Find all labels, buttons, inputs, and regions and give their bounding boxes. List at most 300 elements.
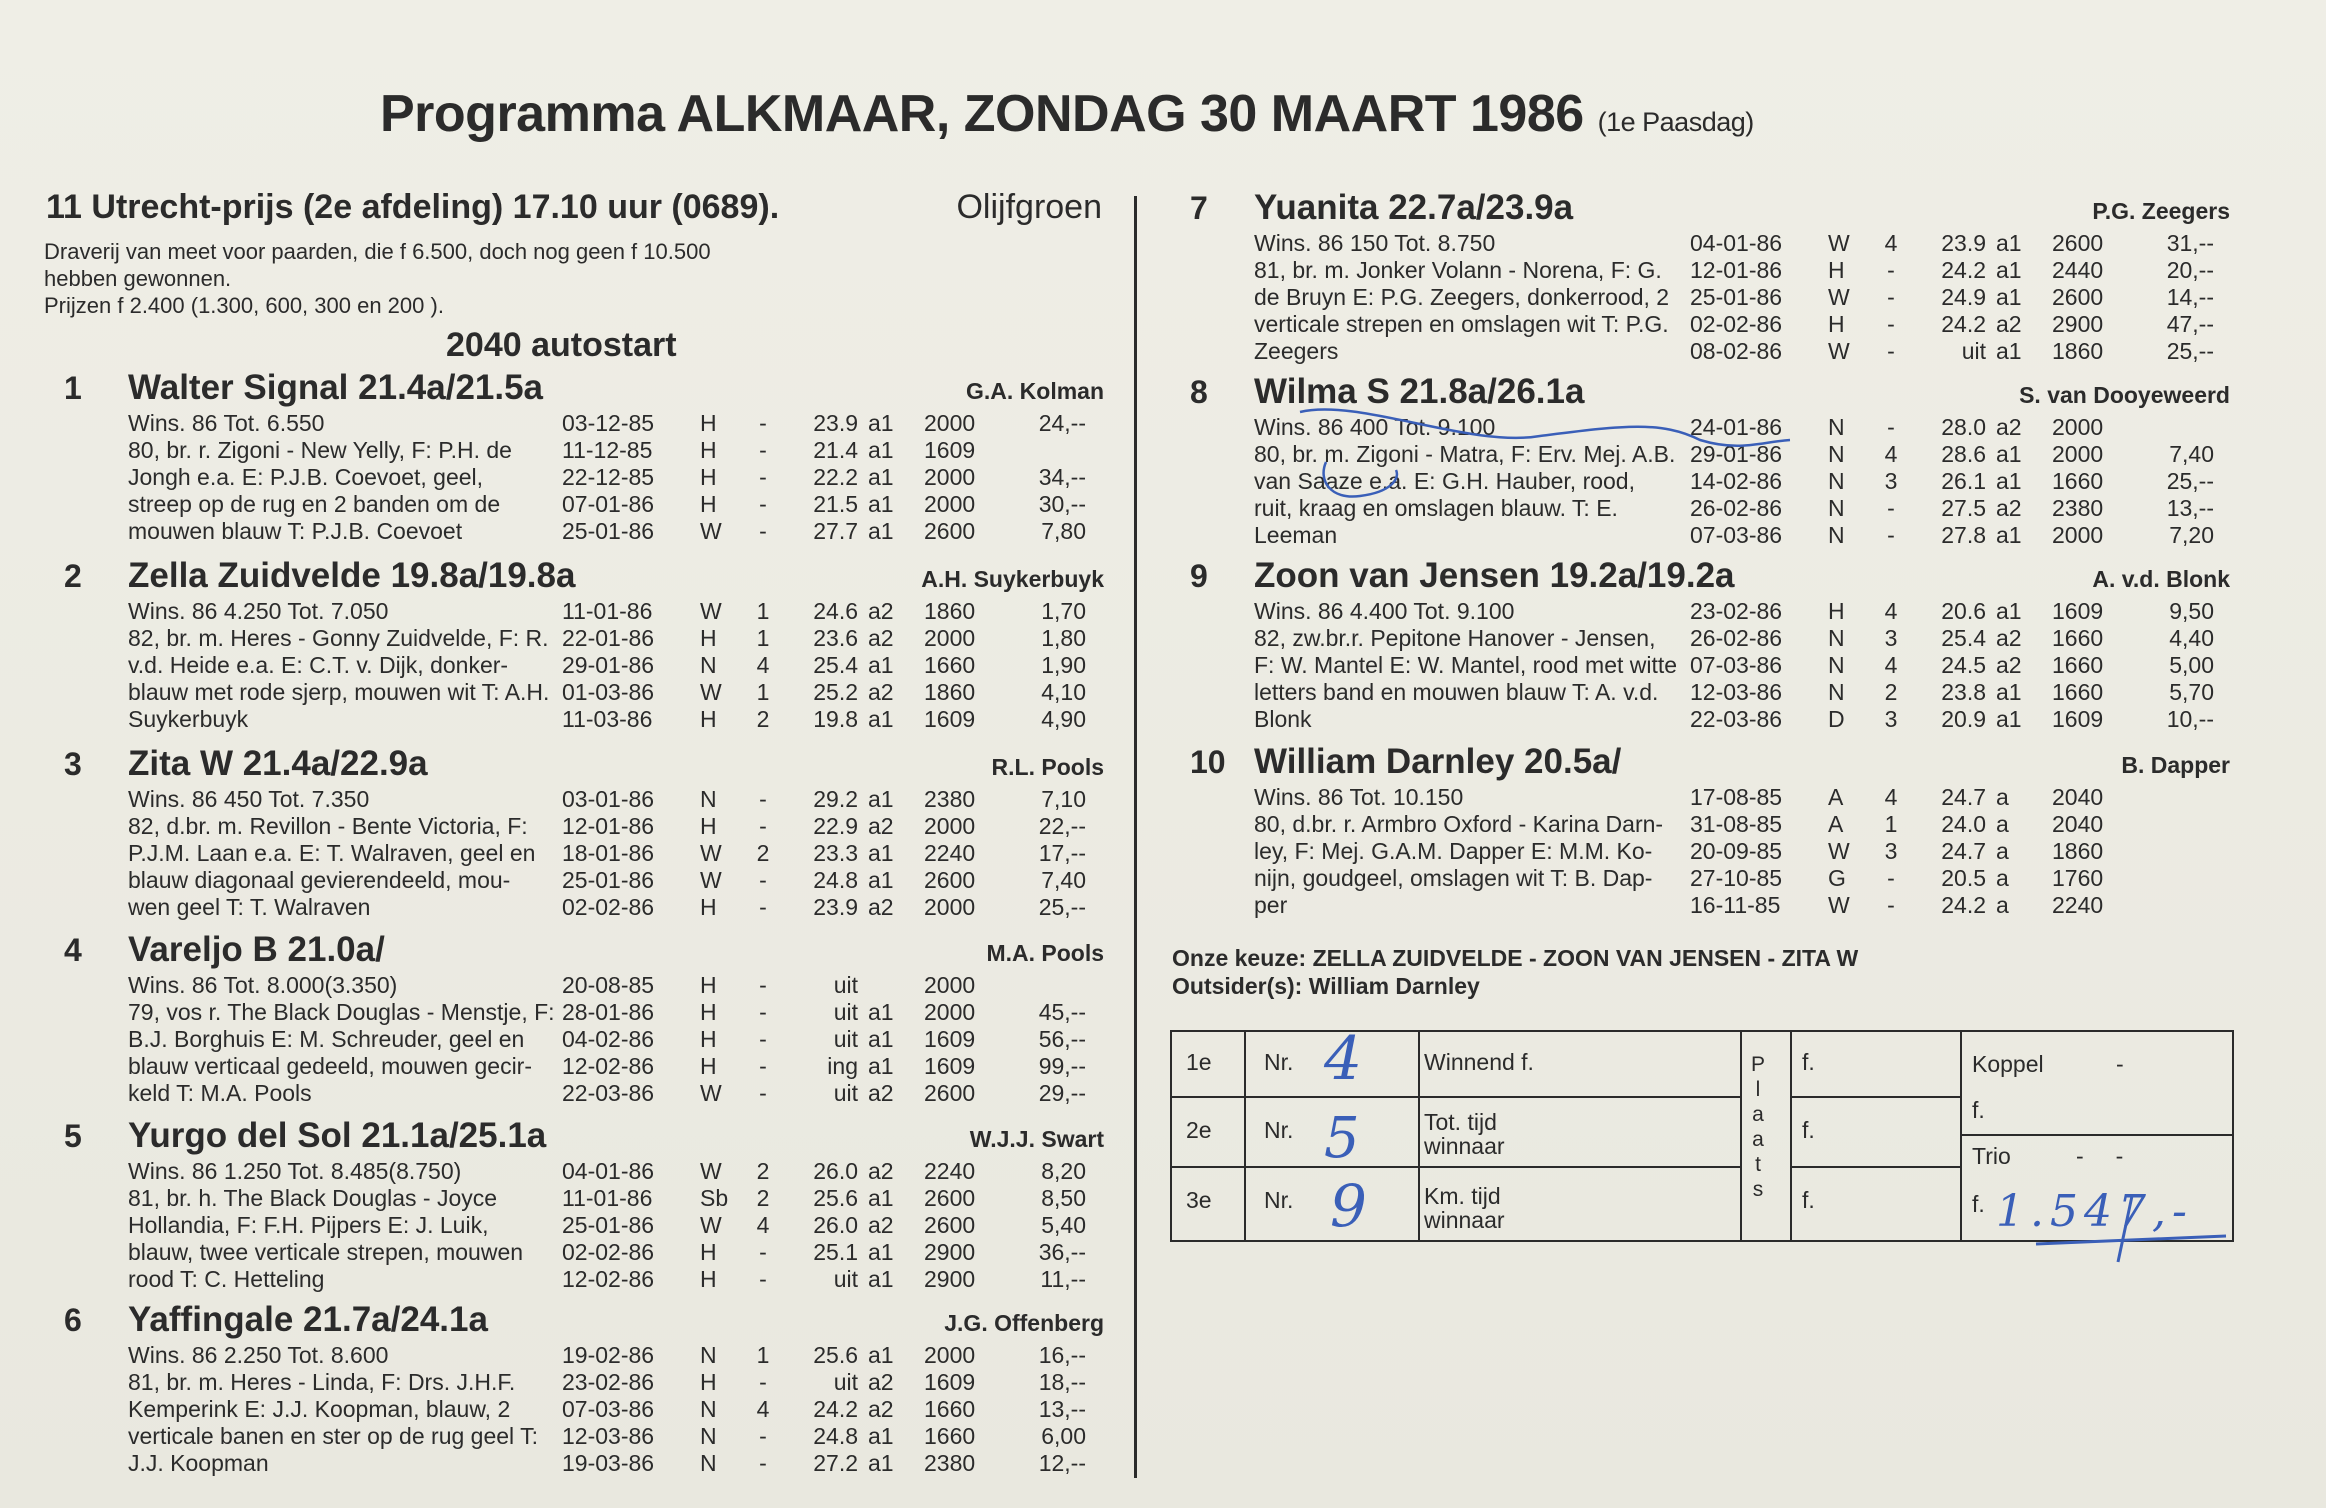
- form-cell: a1: [868, 1342, 894, 1368]
- form-cell: a: [1996, 784, 2009, 810]
- place-3: 3e: [1186, 1187, 1212, 1213]
- form-cell: 20.9: [1941, 706, 1986, 732]
- form-cell: N: [700, 1396, 717, 1422]
- horse-form-table: [1690, 784, 2220, 919]
- form-cell: 22.9: [813, 813, 858, 839]
- horse-description: [1254, 230, 1676, 365]
- form-cell: uit: [833, 1369, 858, 1395]
- form-cell: 28.0: [1941, 414, 1986, 440]
- form-cell: 2000: [924, 999, 976, 1025]
- form-row: [562, 1423, 1092, 1450]
- form-cell: 23.9: [813, 410, 858, 436]
- form-cell: 2000: [924, 464, 976, 490]
- form-cell: 12-03-86: [562, 1423, 655, 1449]
- form-cell: -: [759, 1053, 767, 1079]
- handwritten-trio-payout: 1.547,-: [1996, 1186, 2193, 1237]
- horse-entry: [64, 1300, 1104, 1476]
- form-cell: 11-01-86: [562, 1185, 653, 1211]
- form-cell: 2040: [2052, 811, 2104, 837]
- horse-trainer: P.G. Zeegers: [2092, 198, 2230, 224]
- form-cell: a1: [1996, 338, 2022, 364]
- form-cell: 2380: [924, 1450, 976, 1476]
- form-cell: 01-03-86: [562, 679, 655, 705]
- form-cell: 24.8: [813, 1423, 858, 1449]
- form-cell: 2240: [924, 840, 976, 866]
- form-cell: 22-03-86: [562, 1080, 655, 1106]
- description-line: 82, br. m. Heres - Gonny Zuidvelde, F: R.: [128, 625, 549, 651]
- form-cell: 17,--: [1038, 840, 1086, 866]
- condition-line: Prijzen f 2.400 (1.300, 600, 300 en 200 ).: [44, 293, 444, 318]
- form-cell: 7,10: [1041, 786, 1086, 812]
- form-cell: 2000: [2052, 522, 2104, 548]
- description-line: blauw verticaal gedeeld, mouwen gecir-: [128, 1053, 532, 1079]
- form-cell: G: [1828, 865, 1846, 891]
- form-row: [562, 972, 1092, 999]
- form-cell: -: [759, 999, 767, 1025]
- description-line: 81, br. m. Jonker Volann - Norena, F: G.: [1254, 257, 1662, 283]
- form-cell: 24.6: [813, 598, 858, 624]
- description-line: Wins. 86 4.250 Tot. 7.050: [128, 598, 389, 624]
- form-cell: 25.6: [813, 1185, 858, 1211]
- form-cell: A: [1828, 784, 1844, 810]
- form-cell: 7,20: [2169, 522, 2214, 548]
- form-cell: a2: [868, 598, 894, 624]
- form-cell: a1: [1996, 257, 2022, 283]
- form-cell: a1: [868, 840, 894, 866]
- form-cell: 2000: [924, 813, 976, 839]
- column-divider: [1134, 196, 1137, 1478]
- form-cell: 1609: [924, 1369, 976, 1395]
- form-cell: 25,--: [2166, 338, 2214, 364]
- form-cell: H: [700, 1053, 717, 1079]
- description-line: Wins. 86 Tot. 10.150: [1254, 784, 1464, 810]
- table-line: [1792, 1096, 1962, 1098]
- form-cell: N: [700, 1342, 717, 1368]
- form-cell: 25.4: [813, 652, 858, 678]
- form-cell: uit: [833, 999, 858, 1025]
- form-cell: W: [700, 1212, 722, 1238]
- form-cell: 2380: [2052, 495, 2104, 521]
- form-cell: 25-01-86: [1690, 284, 1783, 310]
- race-color: Olijfgroen: [956, 188, 1102, 226]
- plaats-letter: a: [1752, 1128, 1764, 1151]
- f-label: f.: [1972, 1097, 1985, 1123]
- form-row: [562, 706, 1092, 733]
- form-cell: 03-12-85: [562, 410, 655, 436]
- table-line: [1792, 1166, 1962, 1168]
- form-cell: -: [1887, 892, 1895, 918]
- form-cell: a1: [1996, 679, 2022, 705]
- description-line: verticale banen en ster op de rug geel T:: [128, 1423, 539, 1449]
- description-line: ruit, kraag en omslagen blauw. T: E.: [1254, 495, 1618, 521]
- form-cell: 2: [1884, 679, 1898, 705]
- form-cell: -: [759, 1450, 767, 1476]
- table-line: [1740, 1032, 1742, 1240]
- form-cell: a1: [868, 1185, 894, 1211]
- horse-trainer: W.J.J. Swart: [969, 1126, 1104, 1152]
- form-cell: a1: [868, 1026, 894, 1052]
- form-cell: 26.0: [813, 1158, 858, 1184]
- form-cell: 07-03-86: [1690, 522, 1783, 548]
- form-row: [1690, 865, 2220, 892]
- form-cell: N: [1828, 468, 1845, 494]
- form-cell: 11,--: [1040, 1266, 1086, 1292]
- form-cell: 20,--: [2166, 257, 2214, 283]
- form-cell: 1609: [924, 706, 976, 732]
- description-line: 81, br. m. Heres - Linda, F: Drs. J.H.F.: [128, 1369, 516, 1395]
- form-cell: 22-12-85: [562, 464, 655, 490]
- form-cell: -: [1887, 865, 1895, 891]
- form-cell: 23.3: [813, 840, 858, 866]
- form-cell: 34,--: [1038, 464, 1086, 490]
- plaats-vertical-label: [1746, 1052, 1770, 1202]
- description-line: Zeegers: [1254, 338, 1339, 364]
- form-row: [562, 999, 1092, 1026]
- form-cell: a1: [1996, 522, 2022, 548]
- horse-entry: [64, 1116, 1104, 1292]
- description-line: Wins. 86 400 Tot. 9.100: [1254, 414, 1496, 440]
- form-cell: 20.6: [1941, 598, 1986, 624]
- horse-name: William Darnley 20.5a/: [1254, 742, 1622, 781]
- form-cell: -: [1887, 522, 1895, 548]
- form-cell: N: [1828, 625, 1845, 651]
- nr-label: Nr.: [1264, 1117, 1294, 1143]
- form-cell: 1660: [924, 652, 976, 678]
- form-cell: a1: [868, 437, 894, 463]
- form-cell: a2: [868, 1080, 894, 1106]
- description-line: B.J. Borghuis E: M. Schreuder, geel en: [128, 1026, 525, 1052]
- form-cell: H: [700, 1369, 717, 1395]
- f-label: f.: [1802, 1117, 1815, 1143]
- form-cell: 03-01-86: [562, 786, 655, 812]
- form-cell: 13,--: [1038, 1396, 1086, 1422]
- form-cell: a2: [868, 1212, 894, 1238]
- form-cell: 25-01-86: [562, 867, 655, 893]
- form-cell: 1860: [2052, 338, 2104, 364]
- form-cell: a2: [1996, 652, 2022, 678]
- horse-entry: [1190, 188, 2230, 364]
- form-cell: uit: [833, 1266, 858, 1292]
- form-cell: 1660: [2052, 468, 2104, 494]
- form-cell: W: [1828, 338, 1850, 364]
- nr-label: Nr.: [1264, 1049, 1294, 1075]
- page-title: Programma ALKMAAR, ZONDAG 30 MAART 1986 (1e Paasdag): [380, 85, 1754, 143]
- horse-description: [1254, 414, 1676, 549]
- tot-tijd-label: Tot. tijd winnaar: [1424, 1109, 1505, 1159]
- form-row: [1690, 625, 2220, 652]
- form-cell: -: [1887, 338, 1895, 364]
- trio-dashes: - -: [2076, 1143, 2124, 1169]
- form-cell: a: [1996, 811, 2009, 837]
- horse-form-table: [562, 1342, 1092, 1477]
- form-row: [562, 652, 1092, 679]
- form-cell: 02-02-86: [562, 1239, 655, 1265]
- form-cell: -: [759, 1239, 767, 1265]
- form-cell: 10,--: [2166, 706, 2214, 732]
- form-cell: 23.8: [1941, 679, 1986, 705]
- form-cell: 25.1: [813, 1239, 858, 1265]
- form-cell: 2600: [924, 518, 976, 544]
- description-line: 80, br. r. Zigoni - New Yelly, F: P.H. de: [128, 437, 512, 463]
- form-cell: 1660: [2052, 625, 2104, 651]
- form-cell: 4,10: [1041, 679, 1086, 705]
- description-line: 80, br. m. Zigoni - Matra, F: Erv. Mej. A.B.: [1254, 441, 1676, 467]
- description-line: Jongh e.a. E: P.J.B. Coevoet, geel,: [128, 464, 484, 490]
- form-cell: W: [700, 1158, 722, 1184]
- form-cell: 1,70: [1041, 598, 1086, 624]
- form-cell: 4: [1884, 598, 1898, 624]
- description-line: Wins. 86 1.250 Tot. 8.485(8.750): [128, 1158, 462, 1184]
- form-cell: 1609: [2052, 706, 2104, 732]
- form-cell: a1: [868, 1266, 894, 1292]
- form-cell: 4,90: [1041, 706, 1086, 732]
- form-cell: W: [700, 1080, 722, 1106]
- form-cell: 1760: [2052, 865, 2104, 891]
- form-cell: 2600: [2052, 284, 2104, 310]
- form-row: [562, 1450, 1092, 1477]
- form-cell: a1: [1996, 598, 2022, 624]
- description-line: nijn, goudgeel, omslagen wit T: B. Dap-: [1254, 865, 1653, 891]
- form-cell: -: [1887, 284, 1895, 310]
- horse-number: 5: [64, 1118, 82, 1154]
- form-cell: 4: [1884, 784, 1898, 810]
- winnend-label: Winnend f.: [1424, 1049, 1534, 1075]
- description-line: blauw diagonaal gevierendeeld, mou-: [128, 867, 511, 893]
- form-cell: a: [1996, 838, 2009, 864]
- description-line: verticale strepen en omslagen wit T: P.G.: [1254, 311, 1669, 337]
- description-line: de Bruyn E: P.G. Zeegers, donkerrood, 2: [1254, 284, 1670, 310]
- form-cell: H: [700, 894, 717, 920]
- form-cell: 28-01-86: [562, 999, 655, 1025]
- form-cell: 4: [1884, 230, 1898, 256]
- form-row: [1690, 652, 2220, 679]
- form-cell: 2600: [924, 1212, 976, 1238]
- form-cell: 12,--: [1038, 1450, 1086, 1476]
- horse-name: Zita W 21.4a/22.9a: [128, 744, 428, 783]
- form-cell: 23.9: [1941, 230, 1986, 256]
- race-title: 11 Utrecht-prijs (2e afdeling) 17.10 uur (0689).: [46, 188, 780, 226]
- form-cell: 14-02-86: [1690, 468, 1783, 494]
- form-row: [562, 625, 1092, 652]
- form-row: [562, 1026, 1092, 1053]
- f-label: f.: [1802, 1187, 1815, 1213]
- form-cell: 45,--: [1038, 999, 1086, 1025]
- form-cell: H: [700, 999, 717, 1025]
- description-line: 81, br. h. The Black Douglas - Joyce: [128, 1185, 498, 1211]
- form-row: [562, 867, 1092, 894]
- form-row: [562, 786, 1092, 813]
- place-2: 2e: [1186, 1117, 1212, 1143]
- form-row: [562, 813, 1092, 840]
- form-cell: 24,--: [1038, 410, 1086, 436]
- description-line: J.J. Koopman: [128, 1450, 269, 1476]
- form-cell: 13,--: [2166, 495, 2214, 521]
- description-line: blauw, twee verticale strepen, mouwen: [128, 1239, 524, 1265]
- form-cell: 07-03-86: [562, 1396, 655, 1422]
- form-row: [1690, 706, 2220, 733]
- form-cell: 2000: [2052, 441, 2104, 467]
- form-cell: 07-01-86: [562, 491, 655, 517]
- form-cell: uit: [833, 972, 858, 998]
- form-cell: H: [700, 437, 717, 463]
- form-cell: 2: [756, 1185, 770, 1211]
- description-line: mouwen blauw T: P.J.B. Coevoet: [128, 518, 463, 544]
- form-cell: 24.2: [813, 1396, 858, 1422]
- form-cell: 11-12-85: [562, 437, 653, 463]
- form-cell: uit: [1961, 338, 1986, 364]
- form-cell: 3: [1884, 706, 1898, 732]
- form-cell: 1,80: [1041, 625, 1086, 651]
- condition-line: hebben gewonnen.: [44, 266, 232, 291]
- form-cell: -: [759, 894, 767, 920]
- description-line: P.J.M. Laan e.a. E: T. Walraven, geel en: [128, 840, 536, 866]
- form-cell: 4: [756, 1396, 770, 1422]
- form-cell: 5,00: [2169, 652, 2214, 678]
- form-cell: 22,--: [1038, 813, 1086, 839]
- form-cell: 3: [1884, 838, 1898, 864]
- description-line: Blonk: [1254, 706, 1312, 732]
- form-cell: 1: [756, 1342, 770, 1368]
- handwritten-nr-2: 5: [1324, 1106, 1360, 1171]
- table-line: [1418, 1032, 1420, 1240]
- description-line: ley, F: Mej. G.A.M. Dapper E: M.M. Ko-: [1254, 838, 1653, 864]
- horse-trainer: R.L. Pools: [991, 754, 1104, 780]
- form-cell: 21.4: [813, 437, 858, 463]
- form-row: [1690, 892, 2220, 919]
- form-cell: 6,00: [1041, 1423, 1086, 1449]
- form-cell: 1660: [2052, 652, 2104, 678]
- form-cell: a2: [868, 1369, 894, 1395]
- horse-trainer: S. van Dooyeweerd: [2019, 382, 2230, 408]
- form-cell: 2000: [924, 972, 976, 998]
- form-cell: W: [1828, 838, 1850, 864]
- form-cell: 27-10-85: [1690, 865, 1783, 891]
- form-cell: N: [1828, 679, 1845, 705]
- form-cell: 2900: [924, 1266, 976, 1292]
- form-cell: 31,--: [2166, 230, 2214, 256]
- plaats-letter: l: [1755, 1078, 1761, 1101]
- form-cell: a1: [868, 1239, 894, 1265]
- form-cell: 25.4: [1941, 625, 1986, 651]
- horse-name: Yurgo del Sol 21.1a/25.1a: [128, 1116, 547, 1155]
- description-line: Suykerbuyk: [128, 706, 249, 732]
- horse-name: Yaffingale 21.7a/24.1a: [128, 1300, 488, 1339]
- form-cell: 25,--: [1038, 894, 1086, 920]
- form-cell: H: [700, 972, 717, 998]
- choice-label: Onze keuze:: [1172, 945, 1307, 971]
- horse-entry: [1190, 556, 2230, 732]
- table-line: [1172, 1096, 1742, 1098]
- horse-trainer: M.A. Pools: [986, 940, 1104, 966]
- form-row: [562, 437, 1092, 464]
- description-line: rood T: C. Hetteling: [128, 1266, 325, 1292]
- description-line: Leeman: [1254, 522, 1338, 548]
- description-line: Wins. 86 450 Tot. 7.350: [128, 786, 370, 812]
- form-cell: 7,40: [2169, 441, 2214, 467]
- form-cell: 17-08-85: [1690, 784, 1783, 810]
- form-cell: 16-11-85: [1690, 892, 1781, 918]
- form-row: [562, 1239, 1092, 1266]
- km-tijd-label: Km. tijd winnaar: [1424, 1183, 1505, 1233]
- horse-entry: [64, 556, 1104, 732]
- form-cell: a1: [1996, 230, 2022, 256]
- form-cell: 29-01-86: [1690, 441, 1783, 467]
- form-row: [1690, 811, 2220, 838]
- form-cell: uit: [833, 1080, 858, 1106]
- plaats-letter: P: [1750, 1053, 1765, 1076]
- choice-value: ZELLA ZUIDVELDE - ZOON VAN JENSEN - ZITA W: [1312, 945, 1859, 971]
- horse-trainer: A.H. Suykerbuyk: [921, 566, 1104, 592]
- form-cell: 26.1: [1941, 468, 1986, 494]
- form-cell: a2: [1996, 414, 2022, 440]
- condition-line: Draverij van meet voor paarden, die f 6.500, doch nog geen f 10.500: [44, 239, 711, 264]
- form-cell: a1: [868, 464, 894, 490]
- form-cell: a1: [868, 410, 894, 436]
- form-cell: N: [1828, 495, 1845, 521]
- form-cell: 2000: [924, 410, 976, 436]
- form-cell: N: [1828, 414, 1845, 440]
- horse-name: Yuanita 22.7a/23.9a: [1254, 188, 1574, 227]
- form-row: [1690, 598, 2220, 625]
- description-line: Wins. 86 4.400 Tot. 9.100: [1254, 598, 1515, 624]
- description-line: Wins. 86 Tot. 6.550: [128, 410, 325, 436]
- form-cell: 27.8: [1941, 522, 1986, 548]
- f-label: f.: [1972, 1191, 1985, 1217]
- form-cell: a2: [1996, 311, 2022, 337]
- form-cell: a1: [868, 491, 894, 517]
- form-cell: 30,--: [1038, 491, 1086, 517]
- form-cell: 1660: [924, 1423, 976, 1449]
- form-cell: 14,--: [2166, 284, 2214, 310]
- form-cell: -: [759, 1423, 767, 1449]
- koppel-dash: -: [2116, 1051, 2124, 1077]
- page-subtitle: (1e Paasdag): [1597, 107, 1754, 137]
- form-row: [562, 464, 1092, 491]
- form-cell: a1: [868, 1450, 894, 1476]
- form-cell: N: [700, 652, 717, 678]
- form-cell: -: [759, 518, 767, 544]
- trio-label: Trio: [1972, 1143, 2011, 1169]
- form-cell: 8,20: [1041, 1158, 1086, 1184]
- form-cell: 2600: [924, 1080, 976, 1106]
- form-cell: H: [700, 491, 717, 517]
- form-row: [562, 1342, 1092, 1369]
- form-row: [562, 840, 1092, 867]
- form-cell: 2000: [924, 894, 976, 920]
- form-cell: 22-03-86: [1690, 706, 1783, 732]
- form-row: [1690, 414, 2220, 441]
- horse-form-table: [562, 1158, 1092, 1293]
- form-cell: H: [1828, 311, 1845, 337]
- form-cell: 1609: [924, 1026, 976, 1052]
- form-cell: a1: [868, 999, 894, 1025]
- horse-entry: [1190, 742, 2230, 918]
- horse-entry: [64, 368, 1104, 544]
- form-cell: 25.2: [813, 679, 858, 705]
- race-header: [46, 188, 1102, 226]
- form-cell: a2: [868, 813, 894, 839]
- form-cell: 1609: [2052, 598, 2104, 624]
- form-cell: 16,--: [1038, 1342, 1086, 1368]
- form-cell: 2380: [924, 786, 976, 812]
- form-cell: 02-02-86: [562, 894, 655, 920]
- form-cell: W: [700, 867, 722, 893]
- form-cell: 1860: [924, 598, 976, 624]
- horse-form-table: [562, 598, 1092, 733]
- form-row: [562, 1396, 1092, 1423]
- form-row: [1690, 230, 2220, 257]
- form-row: [1690, 522, 2220, 549]
